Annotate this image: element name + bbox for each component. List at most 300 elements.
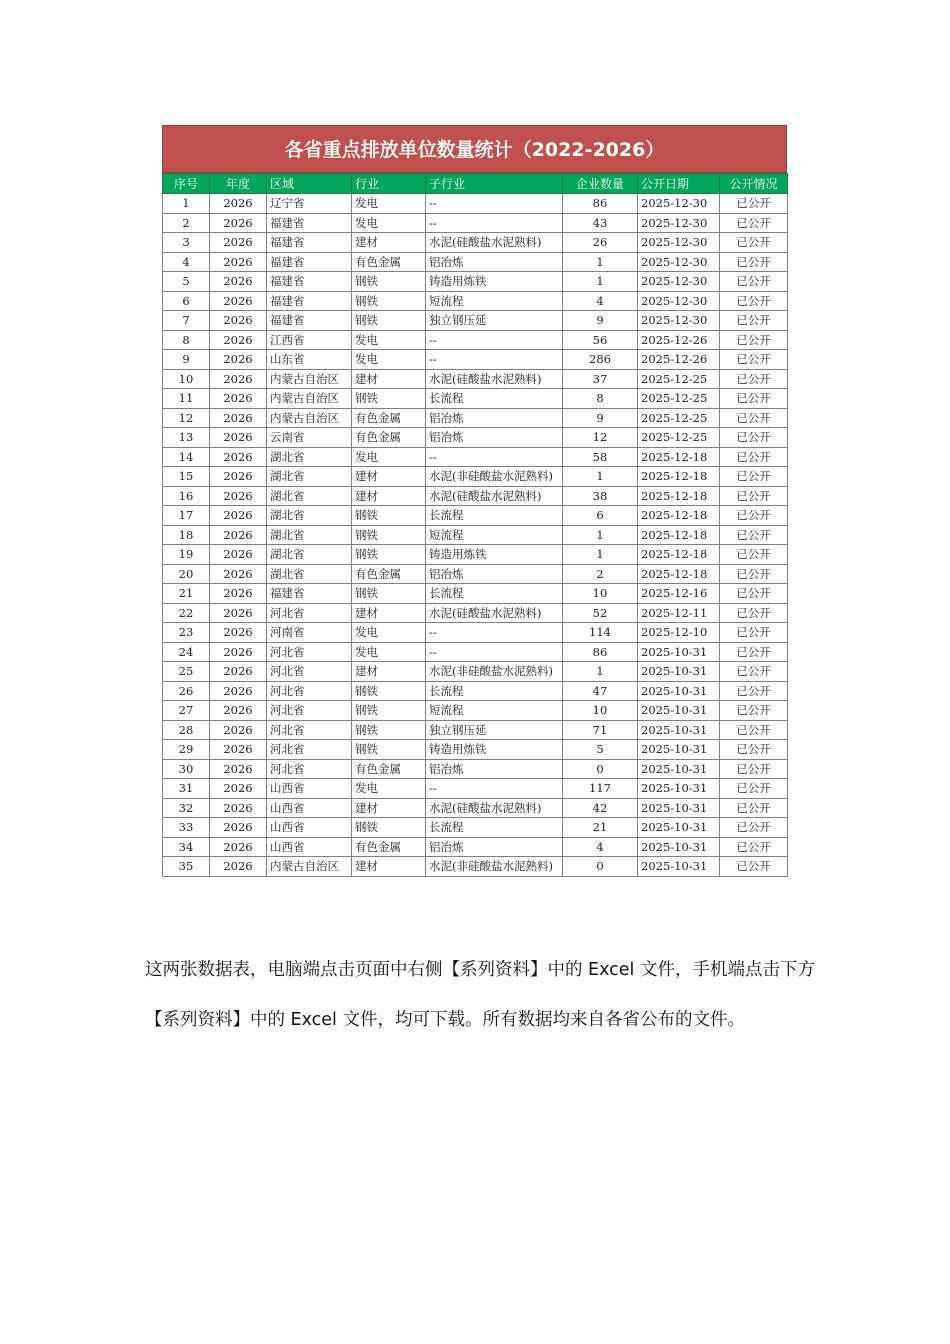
table-row [163,330,788,350]
cell-industry: 钢铁 [352,389,426,409]
cell-industry: 钢铁 [352,584,426,604]
cell-date: 2025-12-10 [638,623,720,643]
header-seq: 序号 [163,174,210,194]
cell-seq: 1 [163,194,210,214]
cell-date: 2025-12-18 [638,564,720,584]
cell-region: 山西省 [267,818,352,838]
cell-count: 47 [563,681,638,701]
cell-sub-industry: -- [426,642,563,662]
cell-region: 山西省 [267,779,352,799]
table-row [163,779,788,799]
cell-status: 已公开 [720,798,788,818]
cell-industry: 发电 [352,213,426,233]
cell-seq: 34 [163,837,210,857]
cell-sub-industry: 铸造用炼铁 [426,545,563,565]
cell-industry: 有色金属 [352,408,426,428]
cell-sub-industry: 铝冶炼 [426,428,563,448]
cell-status: 已公开 [720,779,788,799]
cell-status: 已公开 [720,857,788,877]
cell-year: 2026 [210,408,267,428]
cell-count: 12 [563,428,638,448]
cell-count: 1 [563,545,638,565]
cell-region: 湖北省 [267,447,352,467]
cell-date: 2025-12-11 [638,603,720,623]
cell-seq: 26 [163,681,210,701]
table-row [163,252,788,272]
cell-industry: 建材 [352,798,426,818]
cell-sub-industry: 水泥(硅酸盐水泥熟料) [426,603,563,623]
cell-industry: 钢铁 [352,701,426,721]
cell-year: 2026 [210,428,267,448]
cell-date: 2025-12-30 [638,291,720,311]
cell-status: 已公开 [720,564,788,584]
cell-industry: 有色金属 [352,759,426,779]
cell-seq: 10 [163,369,210,389]
cell-industry: 发电 [352,447,426,467]
cell-industry: 发电 [352,330,426,350]
table-row [163,584,788,604]
cell-sub-industry: 铝冶炼 [426,252,563,272]
cell-industry: 有色金属 [352,428,426,448]
cell-count: 117 [563,779,638,799]
cell-industry: 钢铁 [352,506,426,526]
cell-status: 已公开 [720,467,788,487]
cell-seq: 33 [163,818,210,838]
cell-seq: 9 [163,350,210,370]
cell-sub-industry: 独立钢压延 [426,720,563,740]
cell-seq: 6 [163,291,210,311]
cell-year: 2026 [210,311,267,331]
cell-status: 已公开 [720,389,788,409]
cell-year: 2026 [210,467,267,487]
table-row [163,642,788,662]
table-row [163,701,788,721]
cell-count: 4 [563,837,638,857]
cell-year: 2026 [210,818,267,838]
table-row [163,350,788,370]
table-header-row [163,174,788,194]
cell-seq: 4 [163,252,210,272]
cell-status: 已公开 [720,330,788,350]
cell-seq: 12 [163,408,210,428]
cell-count: 71 [563,720,638,740]
cell-seq: 8 [163,330,210,350]
cell-region: 河南省 [267,623,352,643]
cell-sub-industry: 水泥(硅酸盐水泥熟料) [426,233,563,253]
cell-date: 2025-10-31 [638,798,720,818]
table-row [163,720,788,740]
cell-region: 湖北省 [267,486,352,506]
cell-date: 2025-12-25 [638,428,720,448]
cell-count: 0 [563,857,638,877]
cell-status: 已公开 [720,447,788,467]
cell-seq: 21 [163,584,210,604]
cell-sub-industry: 短流程 [426,525,563,545]
cell-region: 湖北省 [267,545,352,565]
cell-region: 内蒙古自治区 [267,389,352,409]
download-note: 这两张数据表，电脑端点击页面中右侧【系列资料】中的 Excel 文件，手机端点击下方【系列资料】中的 Excel 文件，均可下载。所有数据均来自各省公布的文件。 [145,960,815,1030]
cell-industry: 建材 [352,603,426,623]
table-row [163,233,788,253]
table-body [163,194,788,877]
cell-count: 58 [563,447,638,467]
cell-sub-industry: 短流程 [426,701,563,721]
cell-date: 2025-10-31 [638,818,720,838]
cell-sub-industry: 短流程 [426,291,563,311]
cell-count: 52 [563,603,638,623]
cell-seq: 32 [163,798,210,818]
table-row [163,818,788,838]
cell-industry: 发电 [352,350,426,370]
cell-year: 2026 [210,584,267,604]
cell-date: 2025-10-31 [638,701,720,721]
cell-industry: 钢铁 [352,681,426,701]
cell-region: 福建省 [267,233,352,253]
cell-industry: 钢铁 [352,525,426,545]
cell-count: 1 [563,525,638,545]
table-row [163,623,788,643]
cell-date: 2025-12-18 [638,486,720,506]
cell-region: 湖北省 [267,467,352,487]
cell-status: 已公开 [720,681,788,701]
cell-count: 10 [563,701,638,721]
cell-year: 2026 [210,252,267,272]
cell-region: 辽宁省 [267,194,352,214]
cell-year: 2026 [210,389,267,409]
cell-status: 已公开 [720,642,788,662]
cell-year: 2026 [210,779,267,799]
cell-count: 114 [563,623,638,643]
cell-region: 福建省 [267,311,352,331]
cell-sub-industry: -- [426,623,563,643]
cell-industry: 发电 [352,194,426,214]
cell-sub-industry: 长流程 [426,818,563,838]
cell-industry: 建材 [352,233,426,253]
cell-year: 2026 [210,759,267,779]
table-row [163,467,788,487]
cell-seq: 14 [163,447,210,467]
cell-year: 2026 [210,291,267,311]
cell-year: 2026 [210,701,267,721]
cell-date: 2025-10-31 [638,681,720,701]
cell-status: 已公开 [720,603,788,623]
cell-date: 2025-12-30 [638,213,720,233]
cell-seq: 28 [163,720,210,740]
cell-year: 2026 [210,720,267,740]
cell-region: 内蒙古自治区 [267,408,352,428]
table-title: 各省重点排放单位数量统计（2022-2026） [162,125,787,173]
cell-date: 2025-12-26 [638,330,720,350]
cell-industry: 钢铁 [352,545,426,565]
cell-count: 43 [563,213,638,233]
cell-status: 已公开 [720,233,788,253]
cell-seq: 2 [163,213,210,233]
cell-industry: 发电 [352,623,426,643]
table-row [163,798,788,818]
table-row [163,603,788,623]
cell-seq: 25 [163,662,210,682]
cell-date: 2025-10-31 [638,642,720,662]
header-region: 区域 [267,174,352,194]
data-table-image [162,125,787,877]
header-status: 公开情况 [720,174,788,194]
cell-seq: 18 [163,525,210,545]
cell-status: 已公开 [720,662,788,682]
cell-status: 已公开 [720,837,788,857]
cell-industry: 钢铁 [352,311,426,331]
table-row [163,428,788,448]
cell-sub-industry: 水泥(硅酸盐水泥熟料) [426,486,563,506]
table-row [163,506,788,526]
cell-date: 2025-12-18 [638,467,720,487]
cell-seq: 15 [163,467,210,487]
cell-count: 10 [563,584,638,604]
cell-seq: 20 [163,564,210,584]
cell-industry: 建材 [352,467,426,487]
cell-year: 2026 [210,564,267,584]
cell-year: 2026 [210,350,267,370]
cell-year: 2026 [210,506,267,526]
cell-seq: 16 [163,486,210,506]
cell-seq: 5 [163,272,210,292]
cell-date: 2025-12-30 [638,194,720,214]
cell-industry: 钢铁 [352,740,426,760]
cell-region: 河北省 [267,740,352,760]
cell-year: 2026 [210,740,267,760]
cell-industry: 钢铁 [352,818,426,838]
cell-count: 38 [563,486,638,506]
table-row [163,369,788,389]
cell-industry: 有色金属 [352,564,426,584]
cell-date: 2025-12-18 [638,447,720,467]
cell-count: 4 [563,291,638,311]
cell-status: 已公开 [720,291,788,311]
cell-count: 1 [563,467,638,487]
cell-sub-industry: -- [426,194,563,214]
cell-status: 已公开 [720,213,788,233]
cell-industry: 建材 [352,857,426,877]
cell-industry: 建材 [352,486,426,506]
cell-status: 已公开 [720,740,788,760]
cell-date: 2025-10-31 [638,759,720,779]
cell-status: 已公开 [720,759,788,779]
cell-sub-industry: 水泥(硅酸盐水泥熟料) [426,369,563,389]
cell-seq: 24 [163,642,210,662]
cell-count: 1 [563,252,638,272]
cell-year: 2026 [210,447,267,467]
cell-industry: 建材 [352,662,426,682]
cell-date: 2025-12-26 [638,350,720,370]
cell-date: 2025-10-31 [638,837,720,857]
cell-count: 86 [563,642,638,662]
cell-sub-industry: 铝冶炼 [426,564,563,584]
cell-seq: 17 [163,506,210,526]
cell-seq: 29 [163,740,210,760]
cell-count: 9 [563,408,638,428]
cell-seq: 23 [163,623,210,643]
cell-year: 2026 [210,662,267,682]
cell-date: 2025-12-25 [638,369,720,389]
cell-region: 江西省 [267,330,352,350]
cell-count: 0 [563,759,638,779]
cell-status: 已公开 [720,369,788,389]
cell-date: 2025-10-31 [638,662,720,682]
table-row [163,740,788,760]
cell-count: 86 [563,194,638,214]
table-row [163,486,788,506]
cell-count: 37 [563,369,638,389]
header-date: 公开日期 [638,174,720,194]
cell-region: 河北省 [267,701,352,721]
cell-status: 已公开 [720,623,788,643]
table-row [163,408,788,428]
cell-sub-industry: 铝冶炼 [426,837,563,857]
cell-year: 2026 [210,603,267,623]
cell-region: 河北省 [267,681,352,701]
cell-sub-industry: 铝冶炼 [426,759,563,779]
cell-count: 1 [563,272,638,292]
cell-status: 已公开 [720,408,788,428]
cell-industry: 钢铁 [352,272,426,292]
cell-sub-industry: 长流程 [426,389,563,409]
cell-year: 2026 [210,545,267,565]
cell-status: 已公开 [720,272,788,292]
cell-count: 1 [563,662,638,682]
cell-year: 2026 [210,213,267,233]
cell-region: 山西省 [267,837,352,857]
cell-sub-industry: -- [426,447,563,467]
table-row [163,525,788,545]
cell-year: 2026 [210,369,267,389]
cell-region: 福建省 [267,252,352,272]
cell-status: 已公开 [720,545,788,565]
cell-date: 2025-12-18 [638,525,720,545]
cell-region: 河北省 [267,720,352,740]
cell-date: 2025-10-31 [638,720,720,740]
cell-count: 5 [563,740,638,760]
cell-count: 8 [563,389,638,409]
cell-status: 已公开 [720,428,788,448]
table-row [163,311,788,331]
cell-seq: 31 [163,779,210,799]
cell-sub-industry: 水泥(非硅酸盐水泥熟料) [426,467,563,487]
table-row [163,194,788,214]
cell-seq: 22 [163,603,210,623]
header-count: 企业数量 [563,174,638,194]
cell-date: 2025-10-31 [638,740,720,760]
table-row [163,759,788,779]
cell-year: 2026 [210,486,267,506]
cell-seq: 27 [163,701,210,721]
cell-industry: 有色金属 [352,837,426,857]
cell-year: 2026 [210,681,267,701]
table-row [163,857,788,877]
cell-date: 2025-12-25 [638,408,720,428]
cell-status: 已公开 [720,720,788,740]
cell-industry: 建材 [352,369,426,389]
table-row [163,545,788,565]
cell-count: 6 [563,506,638,526]
cell-sub-industry: 长流程 [426,681,563,701]
cell-region: 湖北省 [267,506,352,526]
table-row [163,837,788,857]
header-sub-industry: 子行业 [426,174,563,194]
cell-year: 2026 [210,798,267,818]
cell-year: 2026 [210,272,267,292]
cell-sub-industry: -- [426,350,563,370]
cell-date: 2025-10-31 [638,779,720,799]
cell-sub-industry: -- [426,330,563,350]
cell-region: 河北省 [267,603,352,623]
cell-sub-industry: 独立钢压延 [426,311,563,331]
cell-count: 9 [563,311,638,331]
table-row [163,662,788,682]
cell-industry: 发电 [352,642,426,662]
cell-seq: 30 [163,759,210,779]
table-row [163,389,788,409]
cell-seq: 13 [163,428,210,448]
cell-year: 2026 [210,330,267,350]
header-industry: 行业 [352,174,426,194]
cell-status: 已公开 [720,486,788,506]
cell-year: 2026 [210,837,267,857]
cell-industry: 发电 [352,779,426,799]
cell-count: 286 [563,350,638,370]
cell-sub-industry: 水泥(非硅酸盐水泥熟料) [426,662,563,682]
cell-region: 湖北省 [267,525,352,545]
cell-status: 已公开 [720,350,788,370]
cell-sub-industry: 水泥(硅酸盐水泥熟料) [426,798,563,818]
table-row [163,447,788,467]
cell-date: 2025-10-31 [638,857,720,877]
cell-industry: 钢铁 [352,291,426,311]
table-row [163,564,788,584]
cell-region: 福建省 [267,213,352,233]
cell-status: 已公开 [720,818,788,838]
cell-region: 福建省 [267,584,352,604]
table-row [163,291,788,311]
cell-seq: 19 [163,545,210,565]
cell-date: 2025-12-16 [638,584,720,604]
cell-sub-industry: 水泥(非硅酸盐水泥熟料) [426,857,563,877]
cell-region: 山东省 [267,350,352,370]
cell-status: 已公开 [720,584,788,604]
cell-seq: 7 [163,311,210,331]
table-row [163,213,788,233]
cell-region: 内蒙古自治区 [267,857,352,877]
cell-sub-industry: 长流程 [426,506,563,526]
cell-year: 2026 [210,525,267,545]
cell-date: 2025-12-30 [638,252,720,272]
cell-region: 福建省 [267,272,352,292]
cell-region: 内蒙古自治区 [267,369,352,389]
cell-sub-industry: 铸造用炼铁 [426,272,563,292]
data-table [162,173,788,877]
cell-count: 42 [563,798,638,818]
cell-count: 26 [563,233,638,253]
cell-status: 已公开 [720,701,788,721]
cell-sub-industry: 长流程 [426,584,563,604]
table-row [163,681,788,701]
cell-status: 已公开 [720,194,788,214]
table-row [163,272,788,292]
cell-region: 湖北省 [267,564,352,584]
cell-date: 2025-12-18 [638,506,720,526]
cell-date: 2025-12-18 [638,545,720,565]
cell-year: 2026 [210,642,267,662]
cell-date: 2025-12-30 [638,311,720,331]
cell-region: 河北省 [267,759,352,779]
